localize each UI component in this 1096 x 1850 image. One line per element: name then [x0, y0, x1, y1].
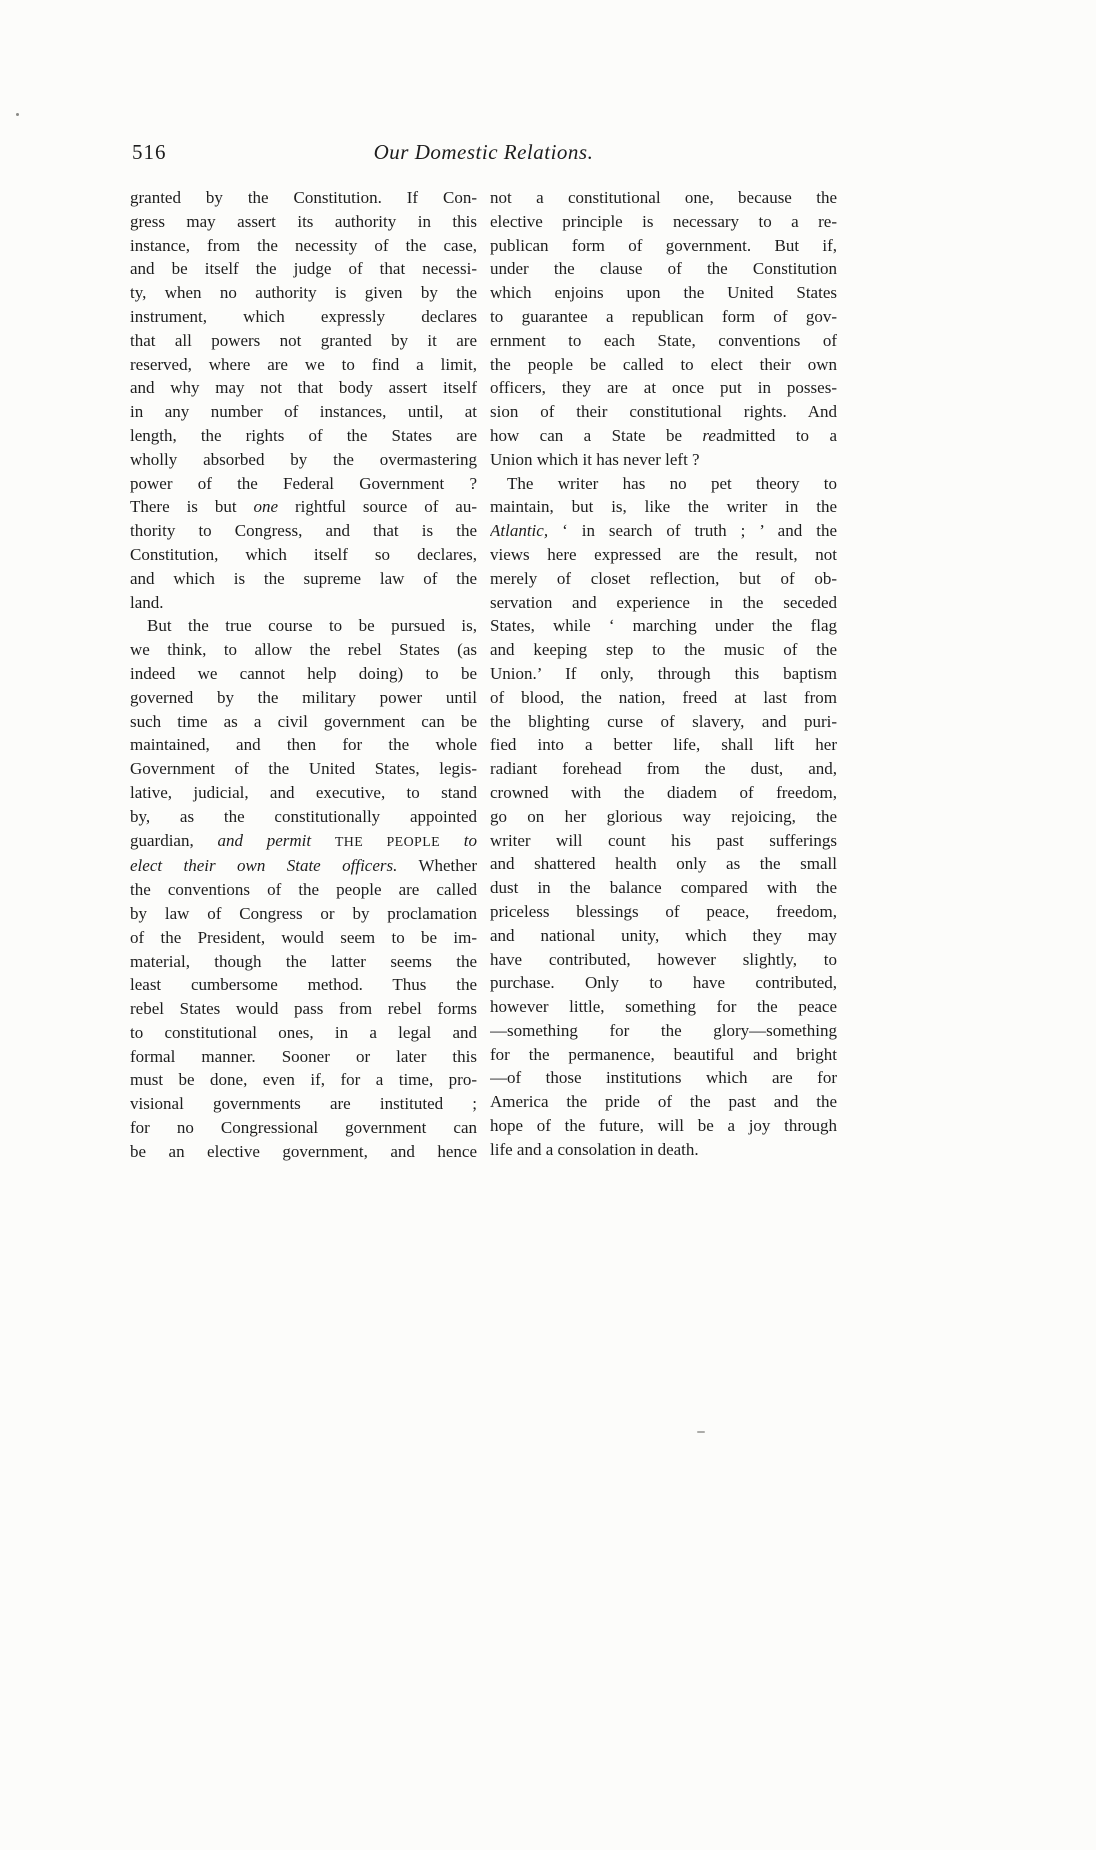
text-line: lative, judicial, and executive, to stand [130, 782, 477, 802]
text-line: hope of the future, will be a joy through [490, 1116, 837, 1136]
text-line: to constitutional ones, in a legal and [130, 1022, 477, 1042]
text-line: —something for the glory—something [490, 1020, 837, 1040]
text-line: guardian, and permit THE PEOPLE to [130, 830, 477, 850]
text-line: granted by the Constitution. If Con- [130, 188, 477, 207]
text-line: under the clause of the Constitution [490, 259, 837, 279]
text-line: least cumbersome method. Thus the [130, 975, 477, 995]
text-line: in any number of instances, until, at [130, 402, 477, 422]
text-line: for no Congressional government can [130, 1118, 477, 1138]
text-line: of the President, would seem to be im- [130, 927, 477, 947]
right-column [490, 186, 837, 1164]
text-line: thority to Congress, and that is the [130, 521, 477, 541]
text-line: to guarantee a republican form of gov- [490, 306, 837, 326]
page-content [130, 140, 837, 1164]
text-line: of blood, the nation, freed at last from [490, 687, 837, 707]
text-line: for the permanence, beautiful and bright [490, 1044, 837, 1064]
text-line: visional governments are instituted ; [130, 1094, 477, 1114]
text-line: rebel States would pass from rebel forms [130, 999, 477, 1019]
text-line: and which is the supreme law of the [130, 568, 477, 588]
text-line: and shattered health only as the small [490, 854, 837, 874]
text-line: publican form of government. But if, [490, 235, 837, 255]
text-line: fied into a better life, shall lift her [490, 735, 837, 755]
text-line: formal manner. Sooner or later this [130, 1046, 477, 1066]
scan-speck [697, 1431, 705, 1433]
text-line: States, while ‘ marching under the flag [490, 616, 837, 636]
text-line: and why may not that body assert itself [130, 378, 477, 398]
text-line: by law of Congress or by proclamation [130, 903, 477, 923]
text-line: however little, something for the peace [490, 997, 837, 1017]
text-line: Government of the United States, legis- [130, 759, 477, 779]
text-line: the conventions of the people are called [130, 880, 477, 900]
text-line: indeed we cannot help doing) to be [130, 663, 477, 683]
text-line: be an elective government, and hence [130, 1141, 477, 1161]
text-line: The writer has no pet theory to [507, 473, 837, 493]
running-title: Our Domestic Relations. [373, 140, 594, 164]
text-line: that all powers not granted by it are [130, 330, 477, 350]
text-line: But the true course to be pursued is, [147, 616, 477, 636]
text-line: There is but one rightful source of au- [130, 497, 477, 517]
text-line: power of the Federal Government ? [130, 473, 477, 493]
text-line: dust in the balance compared with the [490, 878, 837, 898]
text-line: the people be called to elect their own [490, 354, 837, 374]
text-line: purchase. Only to have contributed, [490, 973, 837, 993]
two-column-text-block [130, 186, 837, 1164]
text-line: such time as a civil government can be [130, 711, 477, 731]
text-line: not a constitutional one, because the [490, 188, 837, 207]
text-line: ty, when no authority is given by the [130, 283, 477, 303]
text-line: have contributed, however slightly, to [490, 949, 837, 969]
text-line: merely of closet reflection, but of ob- [490, 568, 837, 588]
scan-speck [16, 113, 19, 116]
page-number: 516 [132, 140, 167, 164]
text-line: length, the rights of the States are [130, 425, 477, 445]
text-line: officers, they are at once put in posses- [490, 378, 837, 398]
text-line: Union.’ If only, through this baptism [490, 663, 837, 683]
text-line: life and a consolation in death. [490, 1139, 699, 1159]
text-line: and be itself the judge of that necessi- [130, 259, 477, 279]
text-line: and national unity, which they may [490, 925, 837, 945]
text-line: wholly absorbed by the overmastering [130, 449, 477, 469]
text-line: go on her glorious way rejoicing, the [490, 806, 837, 826]
text-line: maintained, and then for the whole [130, 735, 477, 755]
text-line: America the pride of the past and the [490, 1092, 837, 1112]
text-line: must be done, even if, for a time, pro- [130, 1070, 477, 1090]
left-column [130, 186, 477, 1164]
text-line: land. [130, 592, 164, 612]
text-line: reserved, where are we to find a limit, [130, 354, 477, 374]
text-line: ernment to each State, conventions of [490, 330, 837, 350]
text-line: maintain, but is, like the writer in the [490, 497, 837, 517]
text-line: Union which it has never left ? [490, 449, 700, 469]
text-line: instrument, which expressly declares [130, 306, 477, 326]
text-line: how can a State be readmitted to a [490, 425, 837, 445]
text-line: —of those institutions which are for [490, 1068, 837, 1088]
text-line: material, though the latter seems the [130, 951, 477, 971]
text-line: and keeping step to the music of the [490, 640, 837, 660]
text-line: views here expressed are the result, not [490, 544, 837, 564]
text-line: we think, to allow the rebel States (as [130, 640, 477, 660]
text-line: by, as the constitutionally appointed [130, 806, 477, 826]
text-line: gress may assert its authority in this [130, 211, 477, 231]
text-line: Atlantic, ‘ in search of truth ; ’ and the [490, 521, 837, 541]
text-line: the blighting curse of slavery, and puri- [490, 711, 837, 731]
text-line: which enjoins upon the United States [490, 283, 837, 303]
text-line: radiant forehead from the dust, and, [490, 759, 837, 779]
text-line: Constitution, which itself so declares, [130, 544, 477, 564]
text-line: priceless blessings of peace, freedom, [490, 901, 837, 921]
text-line: writer will count his past sufferings [490, 830, 837, 850]
text-line: sion of their constitutional rights. And [490, 402, 837, 422]
text-line: instance, from the necessity of the case, [130, 235, 477, 255]
text-line: servation and experience in the seceded [490, 592, 837, 612]
text-line: governed by the military power until [130, 687, 477, 707]
page-header [130, 140, 837, 166]
text-line: elect their own State officers. Whether [130, 856, 477, 876]
text-line: crowned with the diadem of freedom, [490, 782, 837, 802]
text-line: elective principle is necessary to a re- [490, 211, 837, 231]
